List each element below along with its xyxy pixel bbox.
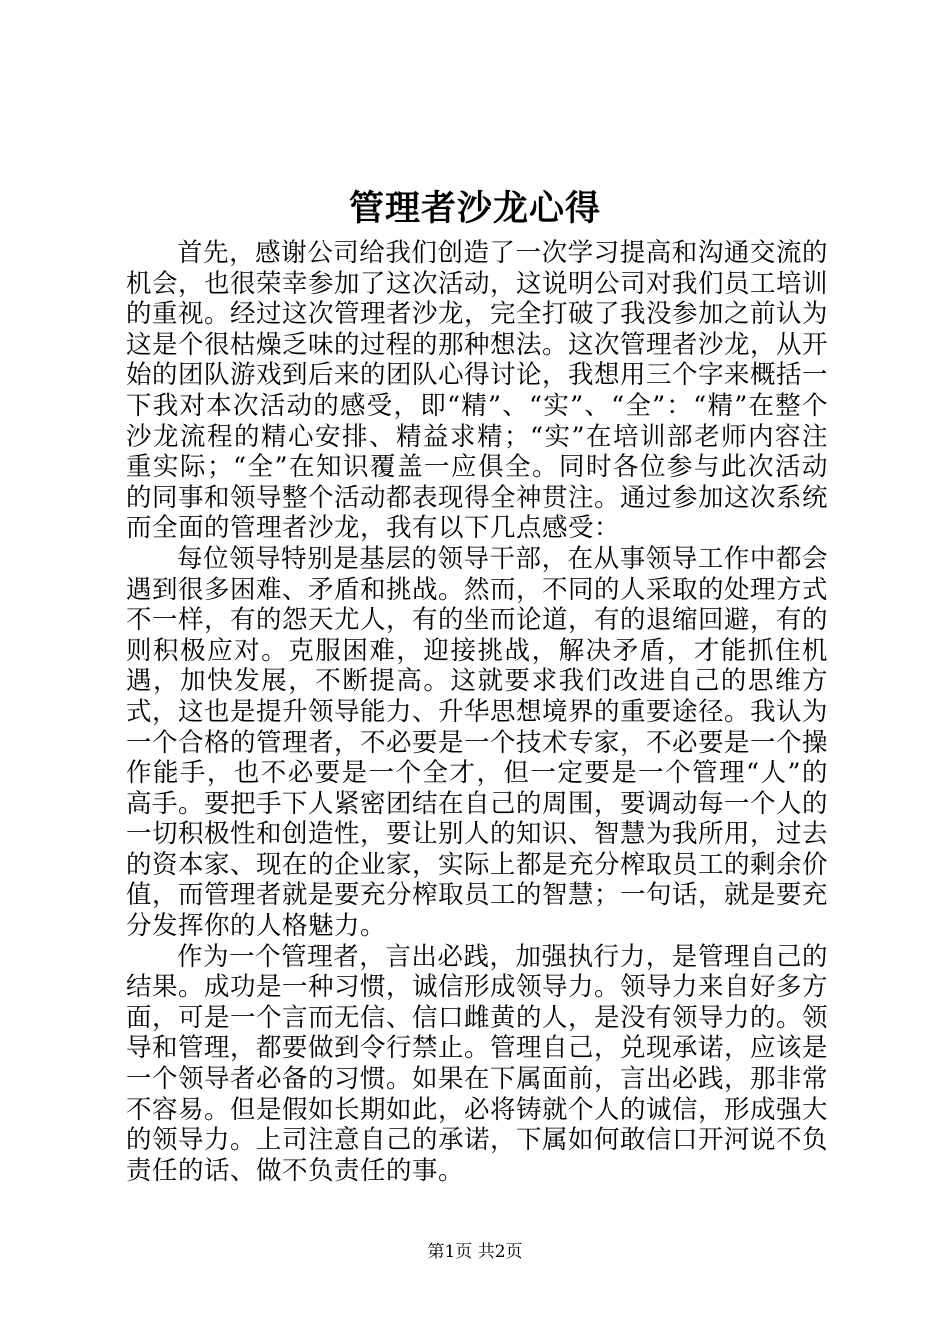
- body-paragraph: 每位领导特别是基层的领导干部，在从事领导工作中都会遇到很多困难、矛盾和挑战。然而，不同的人采取的处理方式不一样，有的怨天尤人，有的坐而论道，有的退缩回避，有的则积极应对。克服困难，迎接挑战，解决矛盾，才能抓住机遇，加快发展，不断提高。这就要求我们改进自己的思维方式，这也是提升领导能力、升华思想境界的重要途径。我认为一个合格的管理者，不必要是一个技术专家，不必要是一个操作能手，也不必要是一个全才，但一定要是一个管理“人”的高手。要把手下人紧密团结在自己的周围，要调动每一个人的一切积极性和创造性，要让别人的知识、智慧为我所用，过去的资本家、现在的企业家，实际上都是充分榨取员工的剩余价值，而管理者就是要充分榨取员工的智慧；一句话，就是要充分发挥你的人格魅力。: [126, 543, 829, 942]
- body-paragraph: 首先，感谢公司给我们创造了一次学习提高和沟通交流的机会，也很荣幸参加了这次活动，这说明公司对我们员工培训的重视。经过这次管理者沙龙，完全打破了我没参加之前认为这是个很枯燥乏味的过程的那种想法。这次管理者沙龙，从开始的团队游戏到后来的团队心得讨论，我想用三个字来概括一下我对本次活动的感受，即“精”、“实”、“全”：“精”在整个沙龙流程的精心安排、精益求精；“实”在培训部老师内容注重实际；“全”在知识覆盖一应俱全。同时各位参与此次活动的同事和领导整个活动都表现得全神贯注。通过参加这次系统而全面的管理者沙龙，我有以下几点感受：: [126, 238, 829, 544]
- document-body: [126, 238, 828, 1186]
- document-title: 管理者沙龙心得: [348, 188, 601, 229]
- page-number-footer: 第1页 共2页: [427, 1242, 523, 1262]
- body-paragraph: 作为一个管理者，言出必践，加强执行力，是管理自己的结果。成功是一种习惯，诚信形成领导力。领导力来自好多方面，可是一个言而无信、信口雌黄的人，是没有领导力的。领导和管理，都要做到令行禁止。管理自己，兑现承诺，应该是一个领导者必备的习惯。如果在下属面前，言出必践，那非常不容易。但是假如长期如此，必将铸就个人的诚信，形成强大的领导力。上司注意自己的承诺，下属如何敢信口开河说不负责任的话、做不负责任的事。: [126, 941, 829, 1186]
